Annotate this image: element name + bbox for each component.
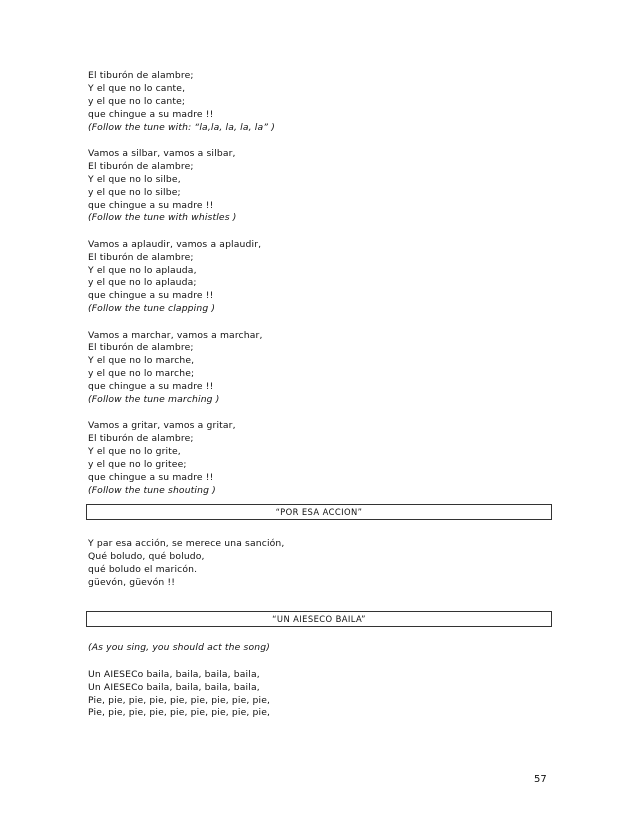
- performance-note: (Follow the tune marching ): [88, 394, 220, 406]
- song-document: [88, 70, 554, 720]
- stanza-por-esa-accion: [88, 538, 554, 590]
- stanza-1: [88, 70, 554, 135]
- lyric-line: y el que no lo gritee;: [88, 459, 187, 471]
- section-title-por-esa-accion: “POR ESA ACCION”: [86, 504, 552, 520]
- lyric-line: y el que no lo silbe;: [88, 186, 181, 198]
- lyric-line: Pie, pie, pie, pie, pie, pie, pie, pie, pie,: [88, 707, 271, 719]
- lyric-line: El tiburón de alambre;: [88, 251, 194, 263]
- section-title-un-aieseco-baila: “UN AIESECO BAILA”: [86, 611, 552, 627]
- lyric-line: Vamos a gritar, vamos a gritar,: [88, 420, 236, 432]
- performance-note: (Follow the tune with whistles ): [88, 212, 237, 224]
- stanza-un-aieseco-baila: [88, 669, 554, 721]
- lyric-line: güevón, güevón !!: [88, 576, 176, 588]
- lyric-line: Y el que no lo aplauda,: [88, 264, 197, 276]
- lyric-line: que chingue a su madre !!: [88, 290, 214, 302]
- lyric-line: que chingue a su madre !!: [88, 381, 214, 393]
- lyric-line: Vamos a silbar, vamos a silbar,: [88, 147, 236, 159]
- stanza-2: [88, 148, 554, 225]
- lyric-line: que chingue a su madre !!: [88, 472, 214, 484]
- performance-note: (Follow the tune clapping ): [88, 303, 216, 315]
- lyric-line: Un AIESECo baila, baila, baila, baila,: [88, 681, 260, 693]
- lyric-line: El tiburón de alambre;: [88, 342, 194, 354]
- performance-note: (As you sing, you should act the song): [88, 642, 270, 654]
- lyric-line: El tiburón de alambre;: [88, 160, 194, 172]
- lyric-line: y el que no lo cante;: [88, 95, 186, 107]
- lyric-line: que chingue a su madre !!: [88, 108, 214, 120]
- lyric-line: y el que no lo marche;: [88, 368, 195, 380]
- lyric-line: Y par esa acción, se merece una sanción,: [88, 537, 285, 549]
- lyric-line: Y el que no lo marche,: [88, 355, 195, 367]
- lyric-line: que chingue a su madre !!: [88, 199, 214, 211]
- lyric-line: Y el que no lo cante,: [88, 82, 186, 94]
- lyric-line: qué boludo el maricón.: [88, 563, 198, 575]
- lyric-line: El tiburón de alambre;: [88, 70, 194, 81]
- performance-note: (Follow the tune shouting ): [88, 484, 216, 496]
- lyric-line: Vamos a marchar, vamos a marchar,: [88, 329, 263, 341]
- stanza-3: [88, 239, 554, 316]
- performance-note: (Follow the tune with: “la,la, la, la, la” ): [88, 121, 275, 133]
- lyric-line: Y el que no lo silbe,: [88, 173, 181, 185]
- lyric-line: Vamos a aplaudir, vamos a aplaudir,: [88, 238, 262, 250]
- stanza-5: [88, 420, 554, 497]
- lyric-line: Y el que no lo grite,: [88, 446, 181, 458]
- stanza-4: [88, 330, 554, 407]
- lyric-line: Un AIESECo baila, baila, baila, baila,: [88, 668, 260, 680]
- lyric-line: Pie, pie, pie, pie, pie, pie, pie, pie, pie,: [88, 694, 271, 706]
- lyric-line: El tiburón de alambre;: [88, 433, 194, 445]
- lyric-line: y el que no lo aplauda;: [88, 277, 197, 289]
- page-number: 57: [534, 774, 547, 785]
- lyric-line: Qué boludo, qué boludo,: [88, 550, 205, 562]
